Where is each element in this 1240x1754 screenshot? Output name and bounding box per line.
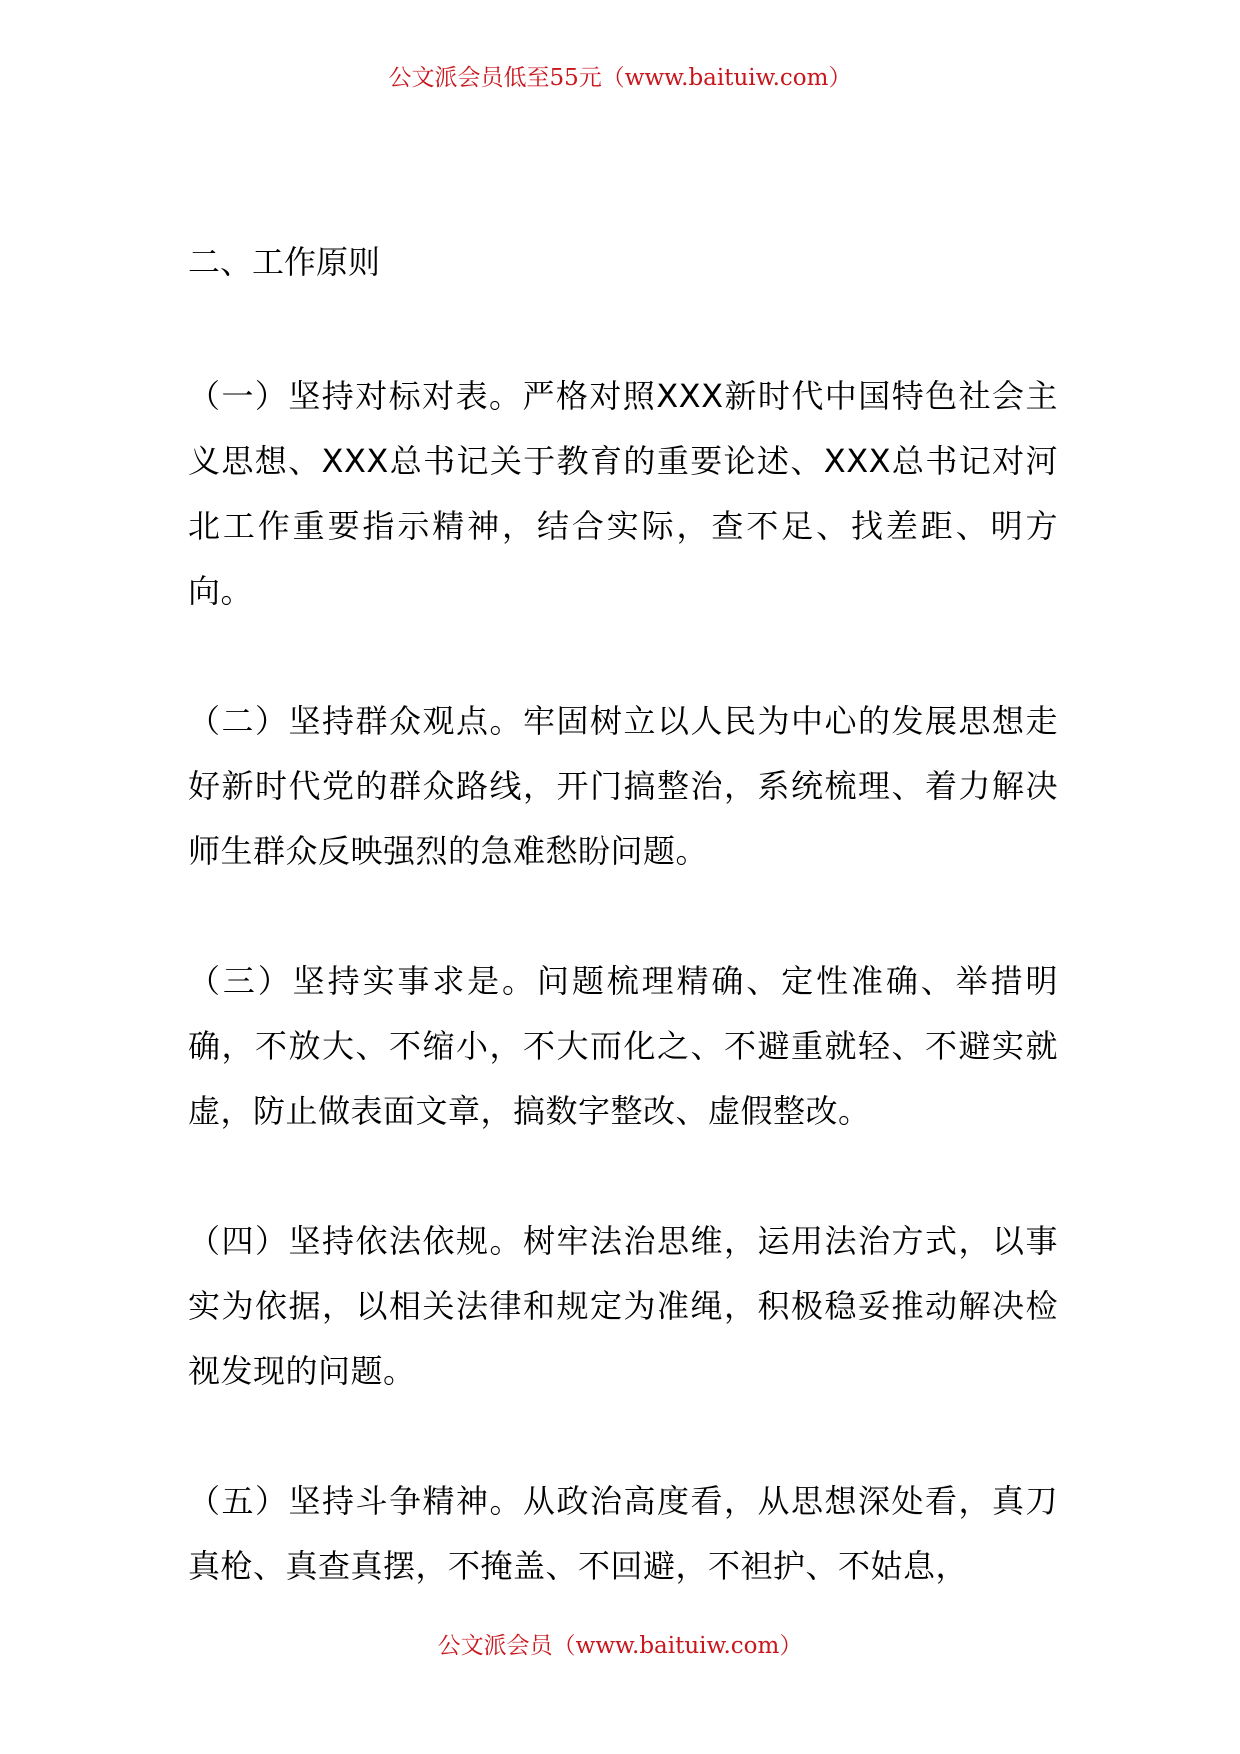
paragraph-principle-3: （三）坚持实事求是。问题梳理精确、定性准确、举措明确，不放大、不缩小，不大而化之、不避重就轻、不避实就虚，防止做表面文章，搞数字整改、虚假整改。 (188, 962, 1058, 1130)
paragraph-principle-1: （一）坚持对标对表。严格对照XXX新时代中国特色社会主义思想、XXX总书记关于教育的重要论述、XXX总书记对河北工作重要指示精神，结合实际，查不足、找差距、明方向。 (188, 377, 1058, 610)
section-heading: 二、工作原则 (188, 243, 381, 281)
document-body (188, 236, 1058, 1664)
page-footer: 公文派会员（www.baituiw.com） (437, 1633, 803, 1659)
paragraph-principle-5: （五）坚持斗争精神。从政治高度看，从思想深处看，真刀真枪、真查真摆，不掩盖、不回避，不袒护、不姑息， (188, 1482, 1058, 1585)
page-header: 公文派会员低至55元（www.baituiw.com） (388, 65, 852, 91)
paragraph-principle-2: （二）坚持群众观点。牢固树立以人民为中心的发展思想走好新时代党的群众路线，开门搞整治，系统梳理、着力解决师生群众反映强烈的急难愁盼问题。 (188, 702, 1058, 870)
paragraph-principle-4: （四）坚持依法依规。树牢法治思维，运用法治方式，以事实为依据，以相关法律和规定为准绳，积极稳妥推动解决检视发现的问题。 (188, 1222, 1058, 1390)
